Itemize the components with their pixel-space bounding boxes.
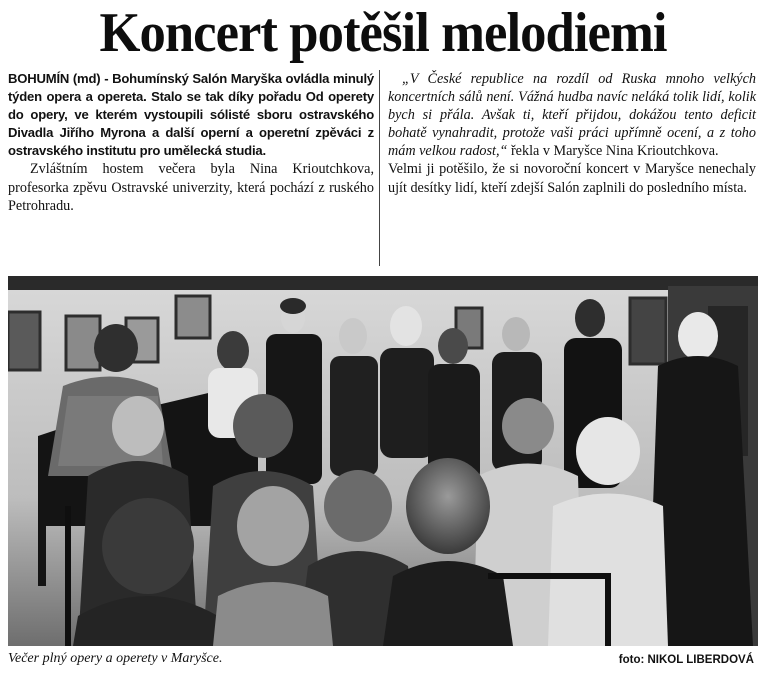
body-paragraph: Velmi ji potěšilo, že si novoroční koncert v Maryšce nenechaly ujít desítky lidí, kteří zdejší Salón zaplnili do posledního místa. [388,161,756,196]
column-divider [379,70,380,266]
photo-ceiling [8,276,758,290]
concert-photo-illustration [8,276,758,646]
quote-attribution: řekla v Maryšce Nina Krioutchkova. [510,143,719,160]
headline: Koncert potěšil melodiemi [99,2,667,64]
quote-paragraph [388,70,756,160]
article-column-left [8,70,374,215]
body-paragraph: Zvláštním hostem večera byla Nina Krioutchkova, profesorka zpěvu Ostravské univerzity, která pochází z ruského Petrohradu. [8,161,374,214]
concert-photo [8,276,758,646]
quote-text: „V České republice na rozdíl od Ruska mnoho velkých koncertních sálů není. Vážná hudba navíc neláká tolik lidí, kolik bych si přála. Avšak ti, kteří přijdou, dokážou tento deficit bohatě vynahradit, protože vaši práci upřímně ocení, a z toho mám velkou radost,“ [388,71,756,160]
photo-credit: foto: NIKOL LIBERDOVÁ [618,654,754,666]
photo-caption: Večer plný opery a operety v Maryšce. [8,651,223,666]
article-column-right [388,70,756,197]
lead-paragraph: BOHUMÍN (md) - Bohumínský Salón Maryška ovládla minulý týden opera a opereta. Stalo se tak díky pořadu Od operety do opery, ve kterém vystoupili sólisté sboru ostravského Divadla Jiřího Myrona a další operní a operetní zpěváci z ostravského institutu pro umělecká studia. [8,71,374,159]
